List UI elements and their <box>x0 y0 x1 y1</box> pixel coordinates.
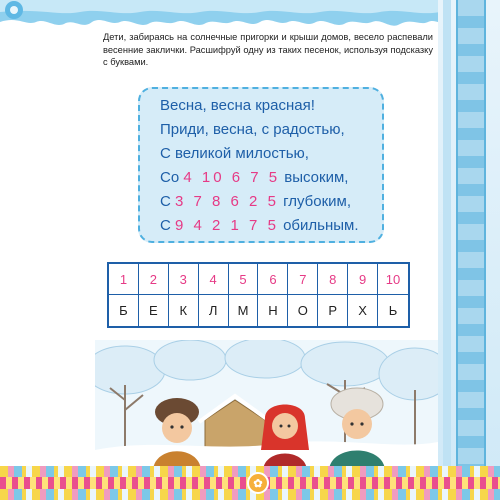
poem-line-5-suffix: глубоким, <box>283 193 352 210</box>
poem-line-4 <box>160 169 348 186</box>
key-number: 7 <box>288 264 318 295</box>
poem-line-6-code: 9 4 2 1 7 5 <box>175 217 279 234</box>
key-letter: Р <box>318 295 348 326</box>
cipher-key-table <box>107 262 410 328</box>
poem-line-6 <box>160 217 359 234</box>
poem-line-1: Весна, весна красная! <box>160 97 315 114</box>
key-letter: О <box>288 295 318 326</box>
task-instruction: Дети, забираясь на солнечные пригорки и крыши домов, весело распевали весенние заклички. Расшифруй одну из таких песенок, используя подсказку с буквами. <box>103 32 433 67</box>
key-number: 5 <box>229 264 259 295</box>
key-letter: Л <box>199 295 229 326</box>
poem-line-6-prefix: С <box>160 217 171 234</box>
key-letter: М <box>229 295 259 326</box>
poem-line-3: С великой милостью, <box>160 145 309 162</box>
key-number: 8 <box>318 264 348 295</box>
right-decorative-strip <box>438 0 500 500</box>
winter-scene-children-icon <box>95 340 438 470</box>
poem-line-4-suffix: высоким, <box>284 169 349 186</box>
key-letter: Н <box>258 295 288 326</box>
key-letter: Х <box>348 295 378 326</box>
poem-box <box>138 87 384 243</box>
key-number: 6 <box>258 264 288 295</box>
poem-line-5-code: 3 7 8 6 2 5 <box>175 193 279 210</box>
poem-line-5 <box>160 193 351 210</box>
poem-line-5-prefix: С <box>160 193 171 210</box>
key-number: 3 <box>169 264 199 295</box>
poem-line-2: Приди, весна, с радостью, <box>160 121 345 138</box>
key-number: 1 <box>109 264 139 295</box>
key-letter: Ь <box>388 303 398 318</box>
key-letter: К <box>169 295 199 326</box>
poem-line-4-prefix: Со <box>160 169 180 186</box>
key-number: 9 <box>348 264 378 295</box>
key-letter: Б <box>109 295 139 326</box>
key-number: 10 <box>378 264 408 295</box>
key-letter: Е <box>139 295 169 326</box>
poem-line-6-suffix: обильным. <box>283 217 359 234</box>
key-number: 4 <box>199 264 229 295</box>
icicle-border-icon <box>0 0 500 34</box>
poem-line-4-code: 4 10 6 7 5 <box>183 169 281 186</box>
key-number: 2 <box>139 264 169 295</box>
flower-icon: ✿ <box>247 472 269 494</box>
